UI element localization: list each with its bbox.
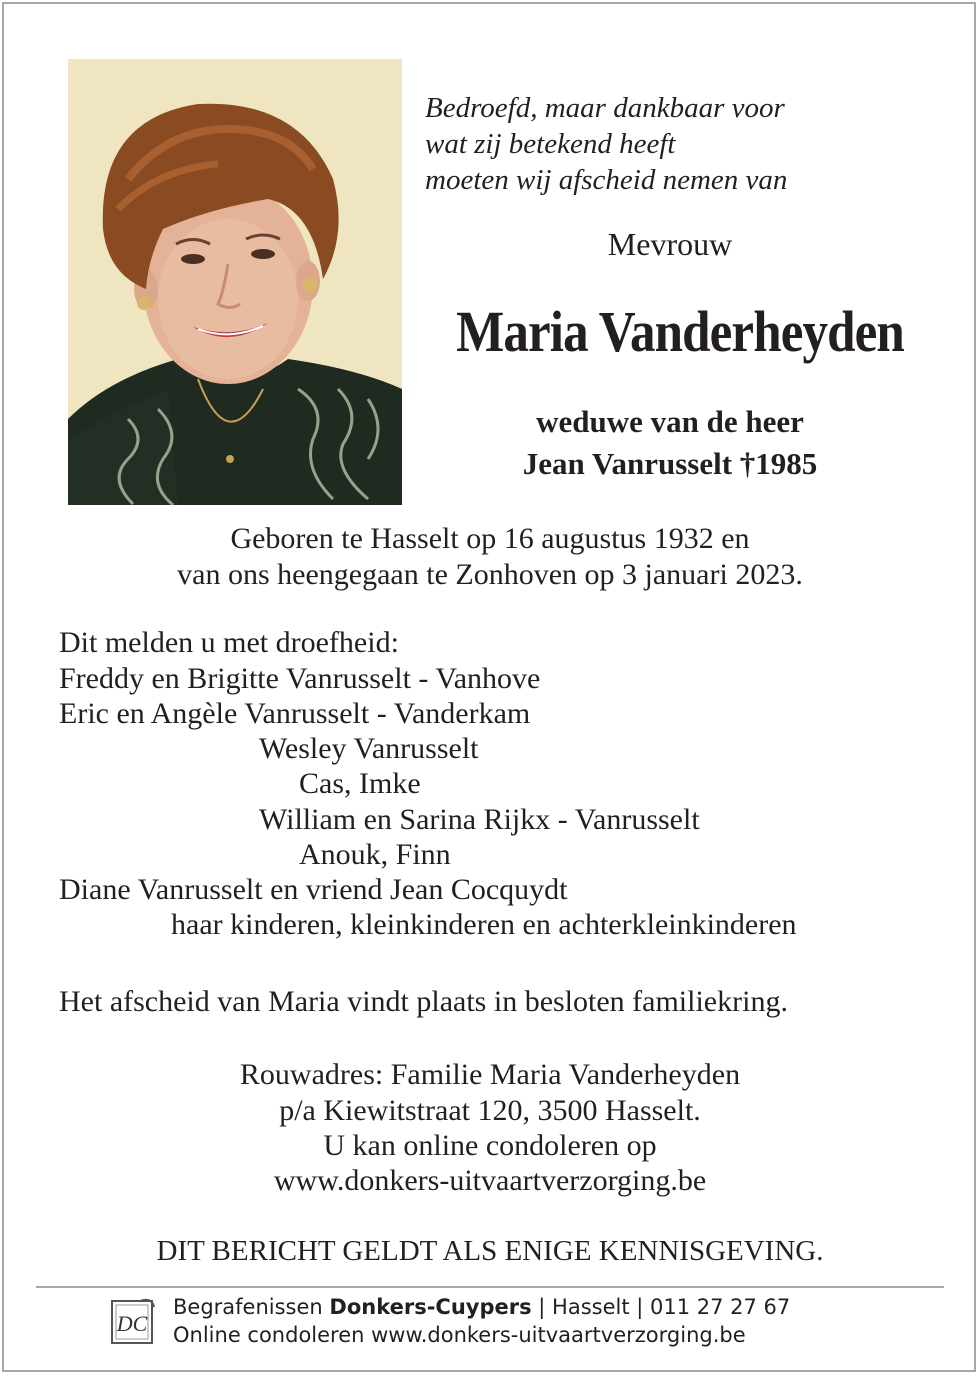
- condolence-text: U kan online condoleren op: [323, 1129, 657, 1162]
- family-member: Diane Vanrusselt en vriend Jean Cocquydt: [59, 873, 568, 906]
- birth-line: Geboren te Hasselt op 16 augustus 1932 en: [230, 522, 750, 555]
- farewell-text: Het afscheid van Maria vindt plaats in besloten familiekring.: [59, 985, 788, 1018]
- honorific: Mevrouw: [607, 226, 733, 262]
- family-member: Cas, Imke: [299, 767, 421, 800]
- portrait-image: [68, 59, 402, 505]
- dc-logo-icon: [110, 1297, 156, 1345]
- family-member: Eric en Angèle Vanrusselt - Vanderkam: [59, 697, 531, 730]
- family-member: William en Sarina Rijkx - Vanrusselt: [259, 803, 700, 836]
- intro-text: [425, 90, 787, 198]
- condolence-url[interactable]: www.donkers-uitvaartverzorging.be: [273, 1164, 707, 1197]
- intro-line: wat zij betekend heeft: [425, 128, 676, 160]
- footer-details: | Hasselt | 011 27 27 67: [531, 1295, 791, 1319]
- divider: [36, 1286, 944, 1288]
- death-line: van ons heengegaan te Zonhoven op 3 januari 2023.: [177, 558, 803, 591]
- footer-prefix: Begrafenissen: [173, 1295, 330, 1319]
- family-summary: haar kinderen, kleinkinderen en achterkleinkinderen: [171, 908, 797, 941]
- notice-text: DIT BERICHT GELDT ALS ENIGE KENNISGEVING.: [156, 1235, 824, 1267]
- family-member: Wesley Vanrusselt: [259, 732, 479, 765]
- address-line: Rouwadres: Familie Maria Vanderheyden: [239, 1058, 741, 1091]
- company-name: Donkers-Cuypers: [329, 1295, 532, 1319]
- widow-line: weduwe van de heer: [536, 404, 804, 439]
- logo-text: DC: [116, 1311, 148, 1336]
- family-member: Freddy en Brigitte Vanrusselt - Vanhove: [59, 662, 541, 695]
- address-line: p/a Kiewitstraat 120, 3500 Hasselt.: [279, 1094, 701, 1127]
- deceased-name: Maria Vanderheyden: [456, 299, 904, 364]
- footer-company-line: [173, 1295, 790, 1319]
- family-heading: Dit melden u met droefheid:: [59, 626, 399, 659]
- intro-line: moeten wij afscheid nemen van: [425, 164, 788, 196]
- spouse-name: Jean Vanrusselt †1985: [522, 446, 818, 481]
- family-member: Anouk, Finn: [299, 838, 451, 871]
- footer-online-line[interactable]: Online condoleren www.donkers-uitvaartverzorging.be: [173, 1323, 746, 1347]
- portrait-photo: [68, 59, 402, 505]
- intro-line: Bedroefd, maar dankbaar voor: [425, 92, 785, 124]
